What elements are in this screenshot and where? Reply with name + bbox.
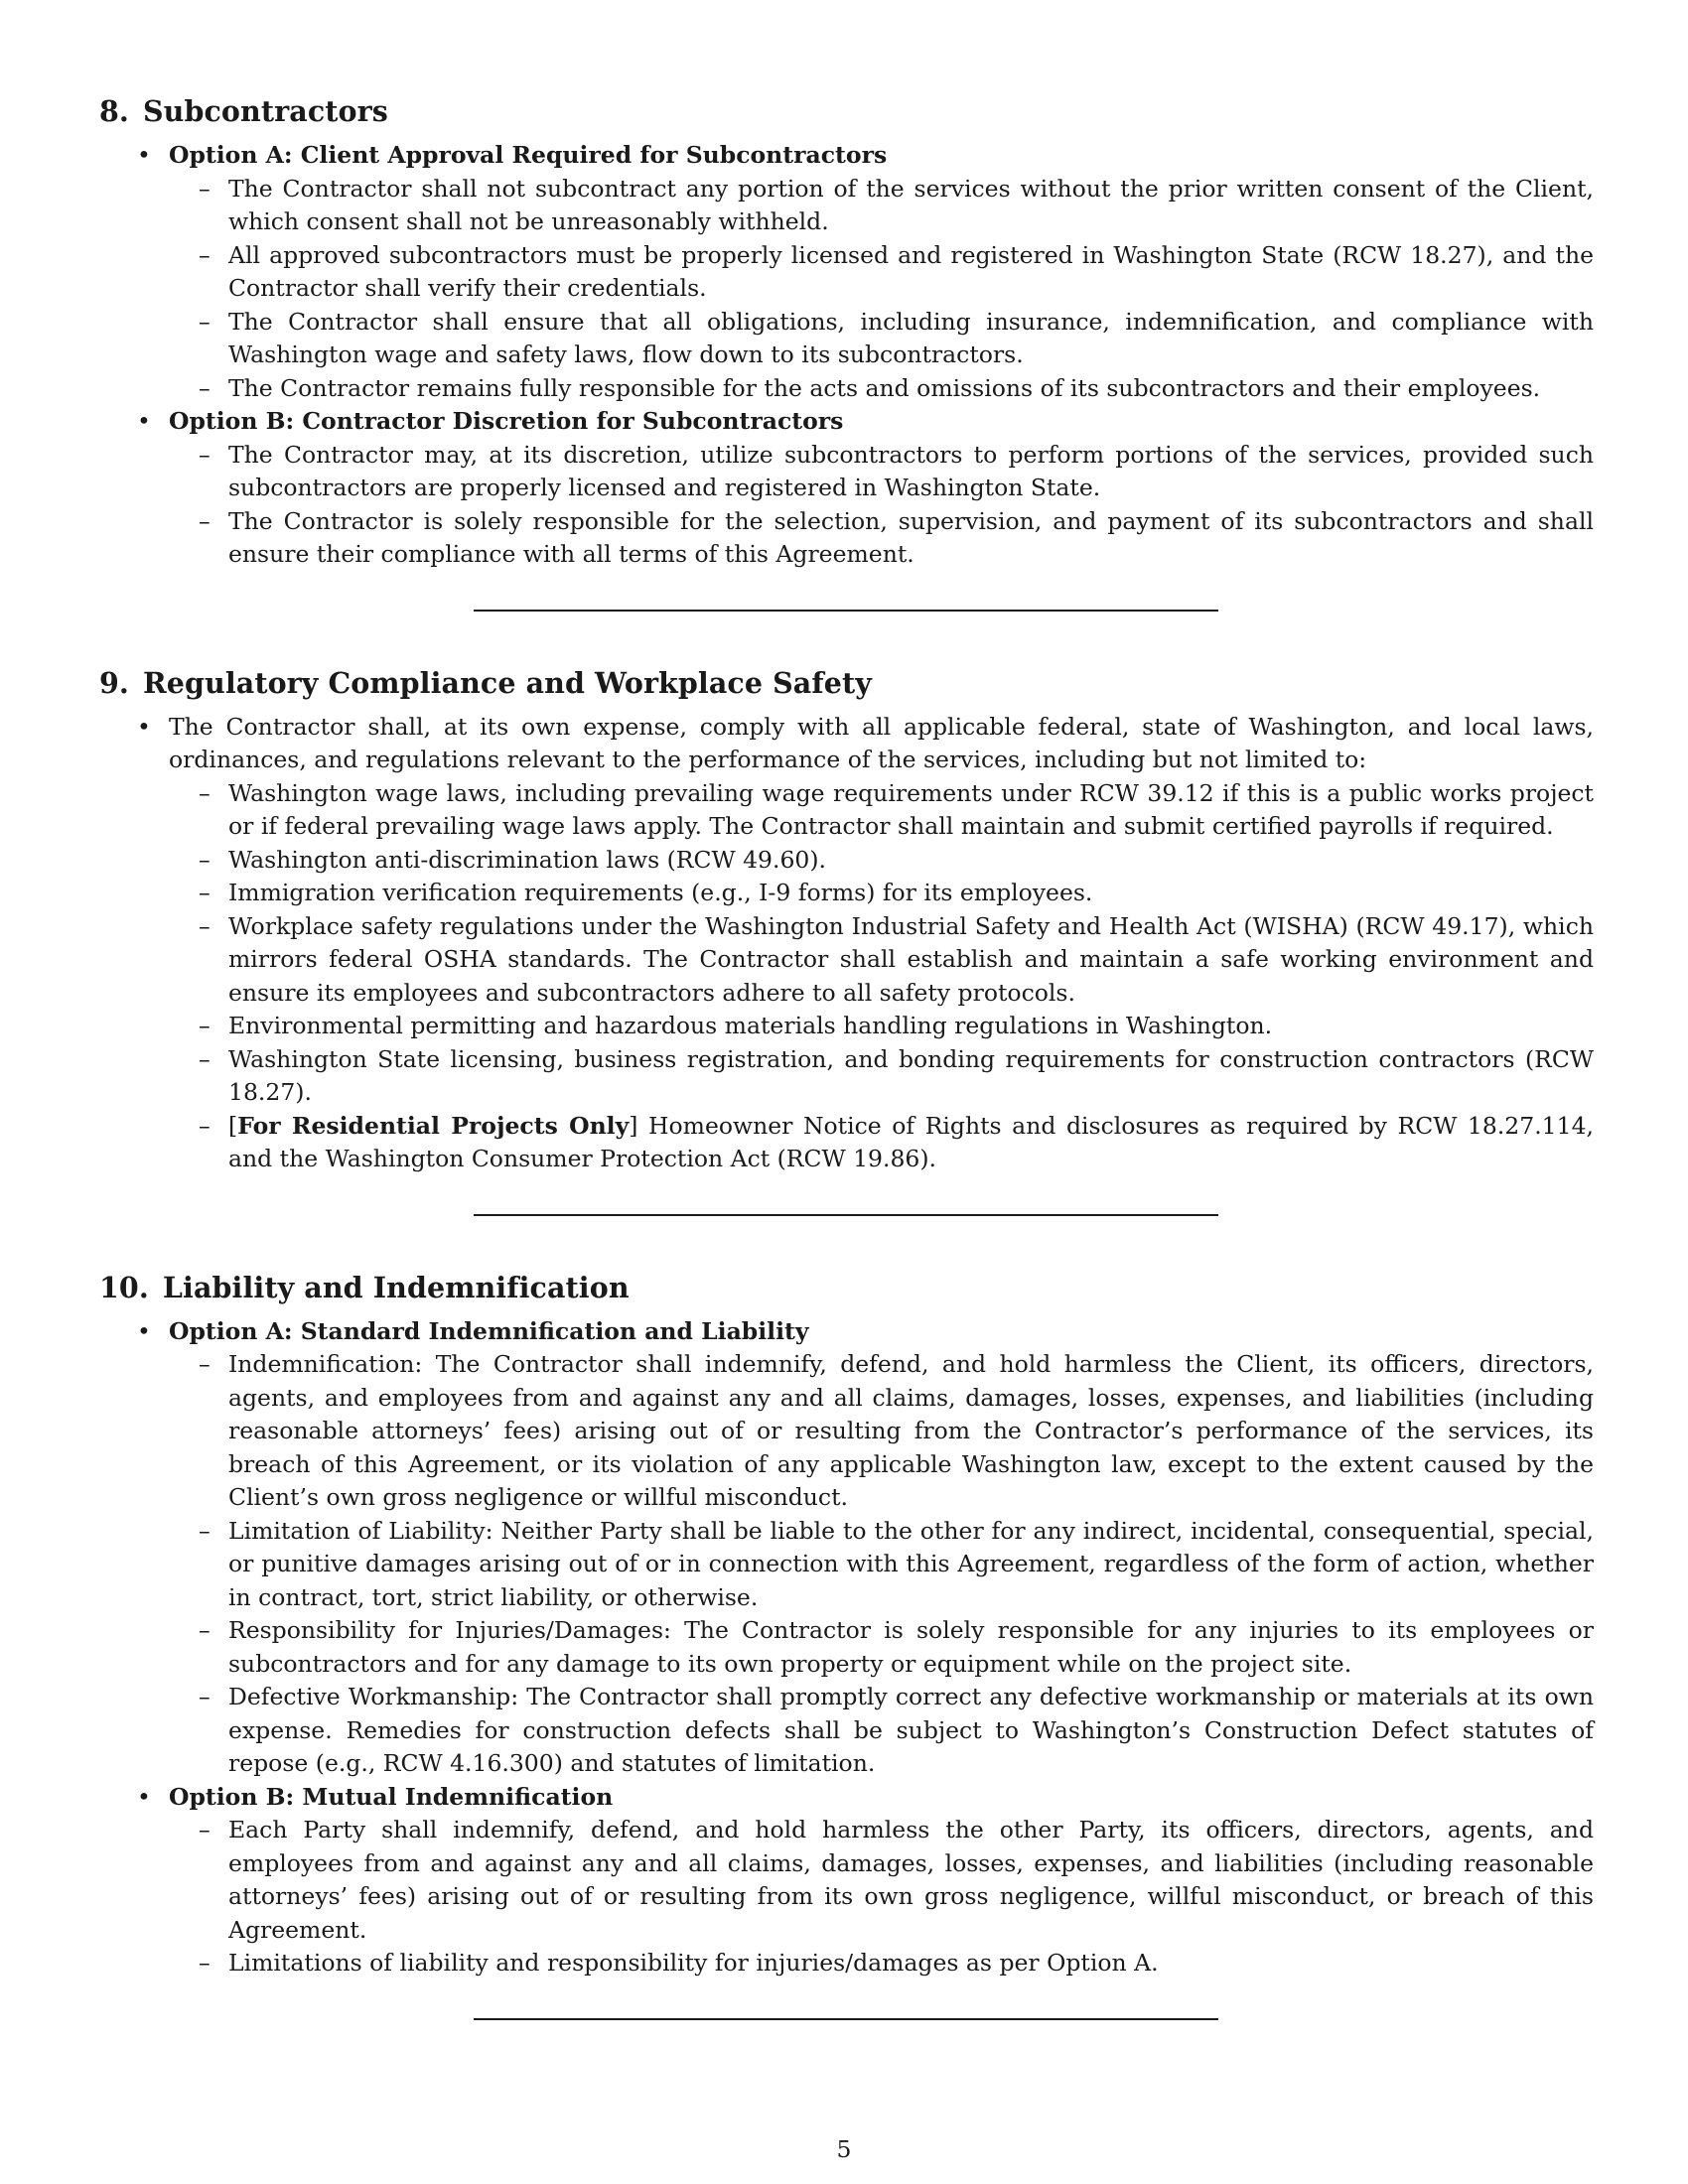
- residential-text: Homeowner Notice of Rights and disclosures as required by RCW 18.27.114, and the Washington Consumer Protection Act (RCW 19.86).: [228, 1111, 1594, 1172]
- options-list: [99, 139, 1594, 572]
- clause-list: [169, 439, 1594, 572]
- clause-item: – The Contractor is solely responsible for the selection, supervision, and payment of its subcontractors and shall ensure their compliance with all terms of this Agreement.: [228, 505, 1594, 572]
- section-title: Liability and Indemnification: [162, 1270, 630, 1304]
- page-number: 5: [836, 2135, 852, 2163]
- section-title: Regulatory Compliance and Workplace Safety: [142, 665, 872, 700]
- law-list: [169, 777, 1594, 1176]
- document-page: [99, 91, 1594, 2020]
- section-number: 8.: [99, 94, 129, 128]
- law-item: – Immigration verification requirements (e.g., I-9 forms) for its employees.: [228, 877, 1594, 910]
- options-list: [99, 1315, 1594, 1980]
- section-title: Subcontractors: [142, 94, 388, 128]
- option-label: Option B: Contractor Discretion for Subcontractors: [169, 407, 844, 435]
- clause-item: – Limitation of Liability: Neither Party shall be liable to the other for any indirect, incidental, consequential, special, or punitive damages arising out of or in connection with this Agreement, regardless of the form of action, whether in contract, tort, strict liability, or otherwise.: [228, 1515, 1594, 1615]
- compliance-item: [169, 711, 1594, 1176]
- option-label: Option B: Mutual Indemnification: [169, 1782, 614, 1811]
- option-item: [169, 1781, 1594, 1980]
- option-item: [169, 139, 1594, 405]
- section-heading: [99, 663, 1594, 703]
- section-divider: [474, 1214, 1218, 1216]
- residential-open-bracket: [: [228, 1111, 238, 1140]
- section-regulatory-compliance: [99, 663, 1594, 1176]
- clause-item: – The Contractor shall ensure that all obligations, including insurance, indemnification, and compliance with Washington wage and safety laws, flow down to its subcontractors.: [228, 306, 1594, 372]
- option-item: [169, 1315, 1594, 1781]
- section-heading: [99, 1268, 1594, 1307]
- clause-item: – Indemnification: The Contractor shall indemnify, defend, and hold harmless the Client, its officers, directors, agents, and employees from and against any and all claims, damages, losses, expenses, and liabilities (including reasonable attorneys’ fees) arising out of or resulting from the Contractor’s performance of the services, its breach of this Agreement, or its violation of any applicable Washington law, except to the extent caused by the Client’s own gross negligence or willful misconduct.: [228, 1348, 1594, 1515]
- clause-item: – Limitations of liability and responsibility for injuries/damages as per Option A.: [228, 1947, 1594, 1980]
- clause-item: – The Contractor shall not subcontract any portion of the services without the prior written consent of the Client, which consent shall not be unreasonably withheld.: [228, 173, 1594, 239]
- law-item-residential: [228, 1110, 1594, 1176]
- section-number: 10.: [99, 1270, 149, 1304]
- section-liability: [99, 1268, 1594, 1980]
- law-item: – Washington State licensing, business registration, and bonding requirements for construction contractors (RCW 18.27).: [228, 1043, 1594, 1110]
- section-divider: [474, 610, 1218, 612]
- clause-list: [169, 1814, 1594, 1980]
- clause-item: – Responsibility for Injuries/Damages: The Contractor is solely responsible for any injuries to its employees or subcontractors and for any damage to its own property or equipment while on the project site.: [228, 1614, 1594, 1681]
- section-divider: [474, 2018, 1218, 2020]
- law-item: – Environmental permitting and hazardous materials handling regulations in Washington.: [228, 1010, 1594, 1043]
- law-item: – Workplace safety regulations under the Washington Industrial Safety and Health Act (WISHA) (RCW 49.17), which mirrors federal OSHA standards. The Contractor shall establish and maintain a safe working environment and ensure its employees and subcontractors adhere to all safety protocols.: [228, 910, 1594, 1011]
- clause-item: – The Contractor remains fully responsible for the acts and omissions of its subcontractors and their employees.: [228, 372, 1594, 406]
- clause-list: [169, 173, 1594, 406]
- compliance-list: [99, 711, 1594, 1176]
- section-subcontractors: [99, 91, 1594, 572]
- section-heading: [99, 91, 1594, 131]
- residential-label: For Residential Projects Only: [237, 1111, 630, 1140]
- law-item: – Washington anti-discrimination laws (RCW 49.60).: [228, 844, 1594, 878]
- section-number: 9.: [99, 665, 129, 700]
- law-item: – Washington wage laws, including prevailing wage requirements under RCW 39.12 if this is a public works project or if federal prevailing wage laws apply. The Contractor shall maintain and submit certified payrolls if required.: [228, 777, 1594, 844]
- clause-list: [169, 1348, 1594, 1781]
- clause-item: – Each Party shall indemnify, defend, and hold harmless the other Party, its officers, directors, agents, and employees from and against any and all claims, damages, losses, expenses, and liabilities (including reasonable attorneys’ fees) arising out of or resulting from its own gross negligence, willful misconduct, or breach of this Agreement.: [228, 1814, 1594, 1947]
- option-item: [169, 405, 1594, 572]
- clause-item: – The Contractor may, at its discretion, utilize subcontractors to perform portions of the services, provided such subcontractors are properly licensed and registered in Washington State.: [228, 439, 1594, 505]
- clause-item: – All approved subcontractors must be properly licensed and registered in Washington State (RCW 18.27), and the Contractor shall verify their credentials.: [228, 239, 1594, 306]
- clause-item: – Defective Workmanship: The Contractor shall promptly correct any defective workmanship or materials at its own expense. Remedies for construction defects shall be subject to Washington’s Construction Defect statutes of repose (e.g., RCW 4.16.300) and statutes of limitation.: [228, 1681, 1594, 1781]
- residential-close-bracket: ]: [629, 1111, 638, 1140]
- option-label: Option A: Standard Indemnification and Liability: [169, 1316, 809, 1345]
- option-label: Option A: Client Approval Required for Subcontractors: [169, 141, 888, 169]
- compliance-intro: The Contractor shall, at its own expense, comply with all applicable federal, state of Washington, and local laws, ordinances, and regulations relevant to the performance of the services, including but not limited to:: [169, 712, 1594, 773]
